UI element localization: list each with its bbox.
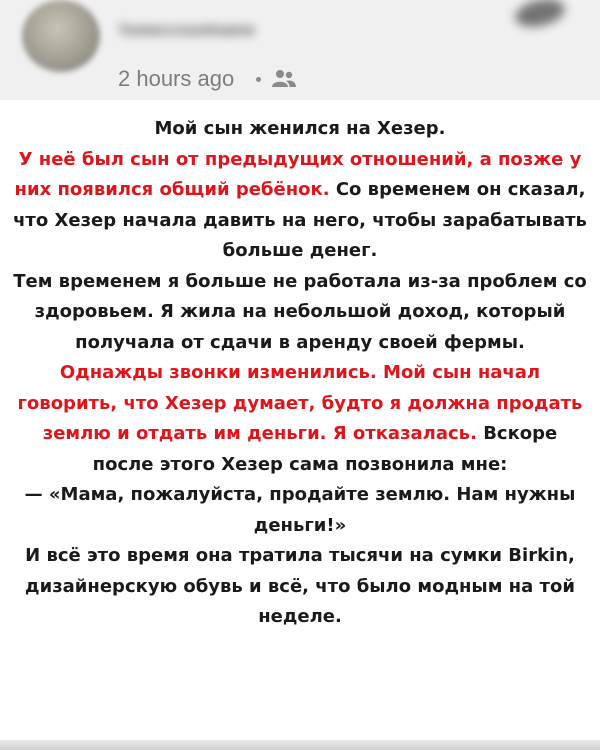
post-time[interactable]: 2 hours ago xyxy=(118,66,235,91)
story-red-2: Однажды звонки изменились. Мой сын начал говорить, что Хезер думает, будто я должна продать землю и отдать им деньги. Я отказалась. xyxy=(17,362,583,444)
story-line-3: Тем временем я больше не работала из-за проблем со здоровьем. Я жила на небольшой доход, который получала от сдачи в аренду своей фермы. xyxy=(13,270,587,353)
separator-dot xyxy=(256,77,261,82)
post-meta xyxy=(118,66,297,92)
username[interactable]: Yumeccountname xyxy=(118,22,255,39)
bottom-divider xyxy=(0,740,600,750)
avatar[interactable] xyxy=(22,0,100,72)
story-red-1: У неё был сын от предыдущих отношений, а позже у них появился общий ребёнок. xyxy=(14,148,582,200)
story-line-5: И всё это время она тратила тысячи на сумки Birkin, дизайнерскую обувь и всё, что было модным на той неделе. xyxy=(25,545,575,627)
story-text xyxy=(12,114,588,633)
story-line-1: Мой сын женился на Хезер. xyxy=(154,118,446,139)
post-header xyxy=(0,0,600,100)
story-line-4: Вскоре после этого Хезер сама позвонила мне: xyxy=(92,423,558,475)
people-icon[interactable] xyxy=(271,68,297,90)
blurred-corner-icon xyxy=(512,0,568,34)
story-line-2: Со временем он сказал, что Хезер начала давить на него, чтобы зарабатывать больше денег. xyxy=(13,179,587,261)
story-card xyxy=(0,100,600,740)
story-quote: — «Мама, пожалуйста, продайте землю. Нам нужны деньги!» xyxy=(24,484,576,536)
